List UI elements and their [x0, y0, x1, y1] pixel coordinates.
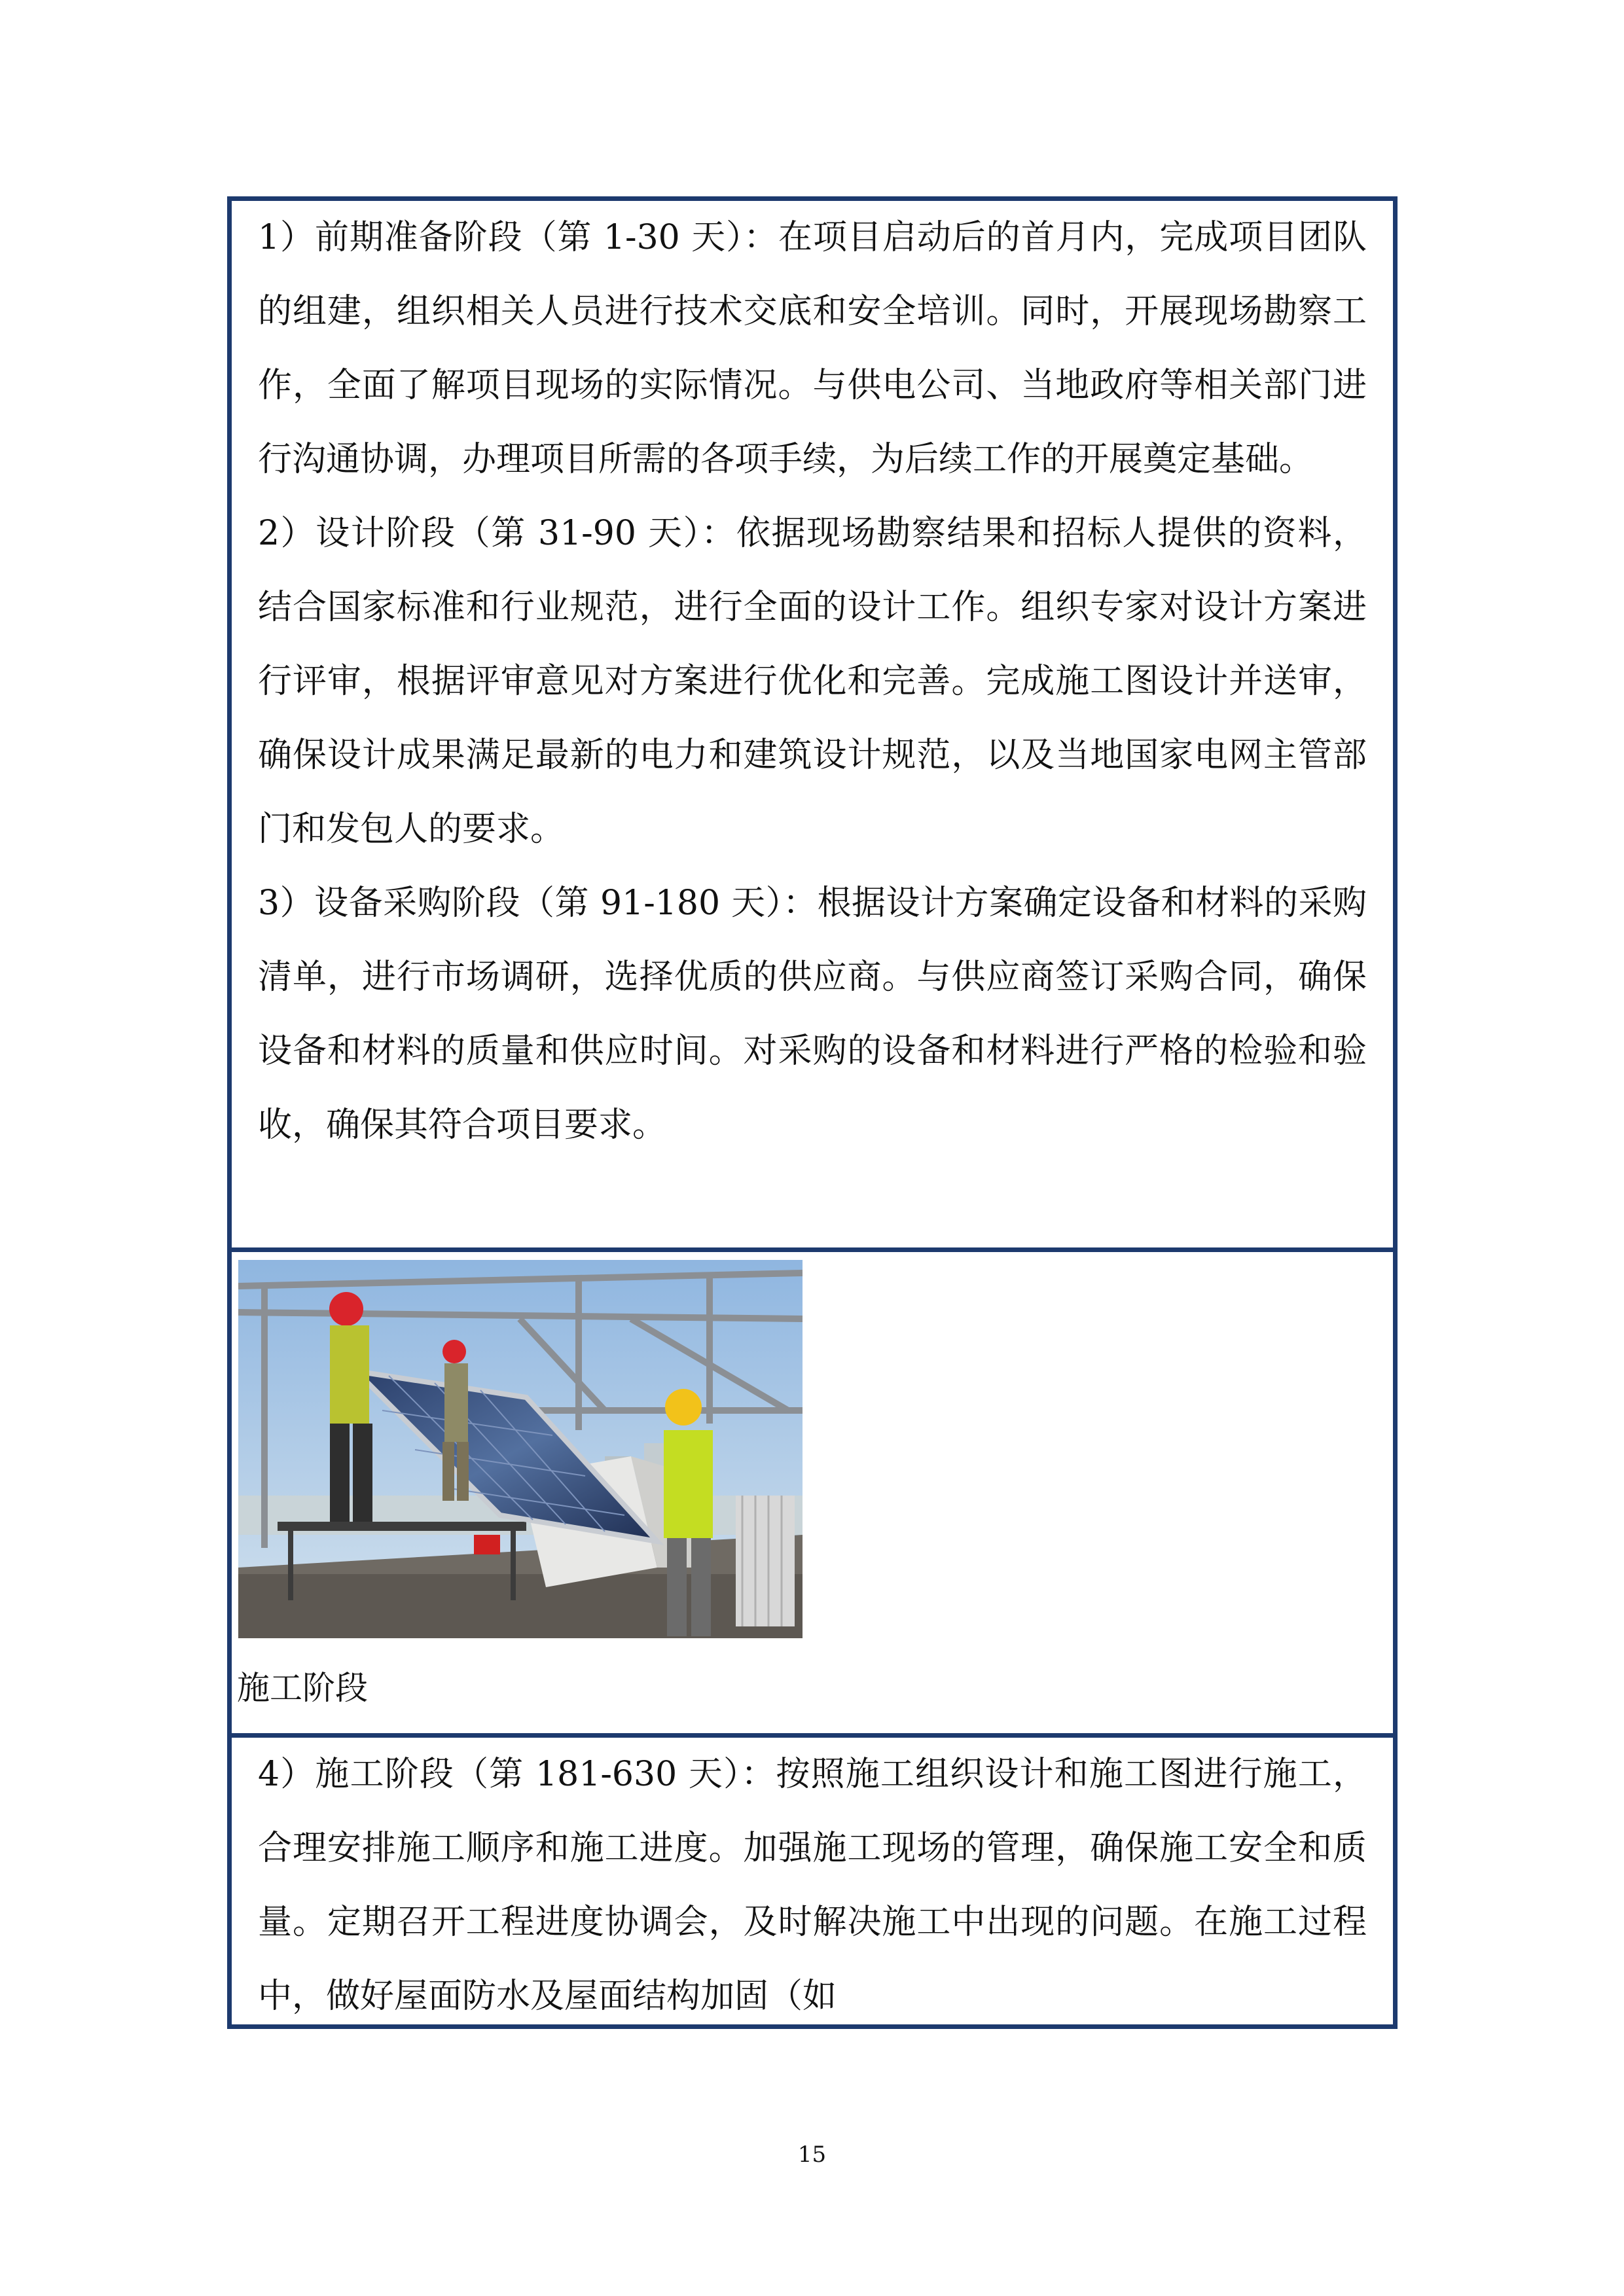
photo-caption: 施工阶段	[237, 1669, 368, 1707]
paragraph-construction-stage: 4）施工阶段（第 181-630 天）：按照施工组织设计和施工图进行施工，合理安排施工顺序和施工进度。加强施工现场的管理，确保施工安全和质量。定期召开工程进度协调会，及时解决施工中出现的问题。在施工过程中，做好屋面防水及屋面结构加固（如	[258, 1755, 1367, 2016]
content-frame	[227, 196, 1398, 2029]
paragraph-preparation-stage: 1）前期准备阶段（第 1-30 天）：在项目启动后的首月内，完成项目团队的组建，组织相关人员进行技术交底和安全培训。同时，开展现场勘察工作，全面了解项目现场的实际情况。与供电公司、当地政府等相关部门进行沟通协调，办理项目所需的各项手续，为后续工作的开展奠定基础。	[258, 218, 1367, 479]
paragraph-procurement-stage: 3）设备采购阶段（第 91-180 天）：根据设计方案确定设备和材料的采购清单，进行市场调研，选择优质的供应商。与供应商签订采购合同，确保设备和材料的质量和供应时间。对采购的设备和材料进行严格的检验和验收，确保其符合项目要求。	[258, 884, 1367, 1145]
page-number: 15	[797, 2142, 827, 2168]
text-block	[232, 201, 1393, 1162]
solar-panel-installation-photo	[238, 1260, 803, 1638]
photo-cell	[232, 1252, 1393, 1733]
text-block	[232, 1738, 1393, 2034]
photo-illustration	[238, 1260, 803, 1638]
text-cell-stage-4	[232, 1738, 1393, 2024]
table-divider	[232, 1247, 1393, 1252]
table-divider	[232, 1733, 1393, 1738]
text-cell-stages-1-3	[232, 201, 1393, 1247]
paragraph-design-stage: 2）设计阶段（第 31-90 天）：依据现场勘察结果和招标人提供的资料，结合国家标准和行业规范，进行全面的设计工作。组织专家对设计方案进行评审，根据评审意见对方案进行优化和完善。完成施工图设计并送审，确保设计成果满足最新的电力和建筑设计规范，以及当地国家电网主管部门和发包人的要求。	[258, 514, 1367, 849]
